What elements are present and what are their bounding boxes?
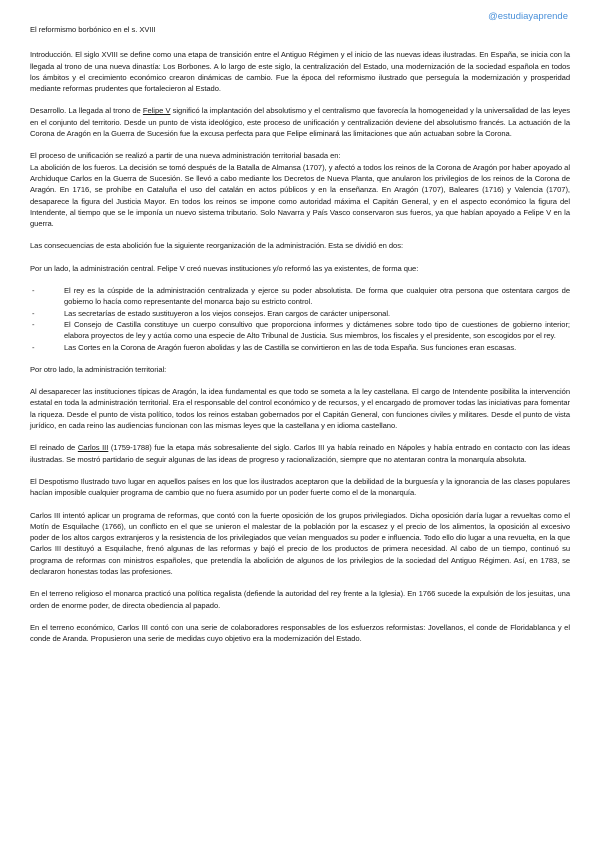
intro-paragraph: Introducción. El siglo XVIII se define como una etapa de transición entre el Antiguo Régimen y el inicio de las nuevas ideas ilustradas. En España, se inicia con la llegada al trono de una nueva dinastía: Los Borbones. A lo largo de este siglo, la centralización del Estado, una modernización de la sociedad española en todos los ámbitos y el crecimiento económico crearon dinámicas de cambio. Fue la época del reformismo ilustrado que perseguía la modernización y prosperidad mediante reformas prudentes que fortalecieron al Estado. [30,50,570,94]
list-item: - Las secretarías de estado sustituyeron a los viejos consejos. Eran cargos de carácter unipersonal. [30,308,570,319]
development-text-after: significó la implantación del absolutismo y el centralismo que favorecía la homogeneidad y la universalidad de las leyes en el conjunto del territorio. Desde un punto de vista ideológico, este proceso de unificación y centralización deviene del absolutismo francés. La actuación de la Corona de Aragón en la Guerra de Sucesión fue la excusa perfecta para que Felipe eliminará las limitaciones que aún actuaban sobre la Corona. [30,106,570,139]
carlos-iii-link[interactable]: Carlos III [77,443,109,453]
fueros-paragraph: La abolición de los fueros. La decisión se tomó después de la Batalla de Almansa (1707), y afectó a todos los reinos de la Corona de Aragón por haber apoyado al Archiduque Carlos en la Guerra de Sucesión. Se llevó a cabo mediante los Decretos de Nueva Planta, que anularon los privilegios de los reinos de la Corona de Aragón. En 1716, se prohíbe en Cataluña el uso del catalán en actos públicos y en la enseñanza. En Aragón (1707), Baleares (1716) y Valencia (1707), desaparece la figura del Justicia Mayor. En todos los reinos se impone como autoridad máxima el Capitán General, y en el aspecto económico la figura del Intendente, al tiempo que se le imponía un nuevo sistema tributario. Solo Navarra y País Vasco conservaron sus fueros, ya que habían apoyado a Felipe V en la guerra. [30,162,570,229]
development-paragraph [30,105,570,139]
central-admin-list [30,285,570,353]
carlos-text-before: El reinado de [30,443,78,453]
reformas-paragraph: Carlos III intentó aplicar un programa de reformas, que contó con la fuerte oposición de los grupos privilegiados. Dicha oposición daría lugar a revueltas como el Motín de Esquilache (1766), un conflicto en el que se unieron el malestar de la población por la escasez y el precio de los alimentos, la oposición al excesivo poder de los altos cargos extranjeros y la resistencia de los privilegiados que veían menguados su poder e influencia. Todo ello dio lugar a una revuelta, en la que Carlos III destituyó a Esquilache, frenó algunas de las reformas y bajó el precio de los productos de primera necesidad. Al cabo de un tiempo, continuó su programa de reformas con ministros españoles, que pretendía la abolición de algunos de los privilegios de la sociedad del Antiguo Régimen. Así, en 1783, se declararon honestas todas las profesiones. [30,510,570,576]
despotismo-paragraph: El Despotismo Ilustrado tuvo lugar en aquellos países en los que los ilustrados aceptaron que la debilidad de la burguesía y la ignorancia de las clases populares hacían imposible cualquier programa de cambio que no fuera asumido por un poder fuerte como el de la monarquía. [30,476,570,498]
felipe-v-link[interactable]: Felipe V [142,106,171,116]
carlos-iii-paragraph [30,442,570,465]
central-admin-intro: Por un lado, la administración central. Felipe V creó nuevas instituciones y/o reformó las ya existentes, de forma que: [30,263,419,273]
economico-paragraph: En el terreno económico, Carlos III contó con una serie de colaboradores responsables de los esfuerzos reformistas: Jovellanos, el conde de Floridablanca y el conde de Aranda. Propusieron una serie de medidas cuyo objetivo era la modernización del Estado. [30,622,570,644]
consequences-paragraph: Las consecuencias de esta abolición fue la siguiente reorganización de la administración. Esta se dividió en dos: [30,241,404,251]
author-handle: @estudiayaprende [488,11,568,22]
territorial-admin-intro: Por otro lado, la administración territorial: [30,364,167,374]
list-item: - El Consejo de Castilla constituye un cuerpo consultivo que proporciona informes y dictámenes sobre todo tipo de cuestiones de gobierno interior; elabora proyectos de ley y actúa como una especie de Alto Tribunal de Justicia. Sus miembros, los fiscales y el presidente, son escogidos por el rey. [30,319,570,342]
carlos-text-after: (1759-1788) fue la etapa más sobresaliente del siglo. Carlos III ya había reinado en Nápoles y había entrado en contacto con las ideas ilustradas. Se mostró partidario de seguir algunas de las ideas de progreso y racionalización, siempre que no atentaran contra la monarquía absoluta. [30,443,570,464]
territorial-paragraph: Al desaparecer las instituciones típicas de Aragón, la idea fundamental es que todo se someta a la ley castellana. El cargo de Intendente posibilita la intervención estatal en toda la administración territorial. Era el responsable del control económico y de recursos, y el encargado de promover todas las iniciativas para fomentar la riqueza. Desde el punto de vista político, todos los reinos estaban gobernados por el Capitán General, con funciones civiles y militares. Desde el punto de vista jurídico, en cada reino las audiencias funcionan con las mismas leyes que la castellana y en idioma castellano. [30,387,570,431]
religioso-paragraph: En el terreno religioso el monarca practicó una política regalista (defiende la autoridad del rey frente a la Iglesia). En 1766 sucede la expulsión de los jesuitas, una orden de enorme poder, de directa obediencia al papado. [30,589,570,610]
list-item: - El rey es la cúspide de la administración centralizada y ejerce su poder absolutista. De forma que cualquier otra persona que ostentara cargos de gobierno lo hacía como representante del monarca bajo su estricto control. [30,285,570,308]
document-title: El reformismo borbónico en el s. XVIII [30,25,156,34]
list-item: - Las Cortes en la Corona de Aragón fueron abolidas y las de Castilla se convirtieron en las de toda España. Sus funciones eran escasas. [30,342,570,353]
development-text-before: Desarrollo. La llegada al trono de [30,106,143,116]
document-body [30,24,570,644]
unification-intro: El proceso de unificación se realizó a partir de una nueva administración territorial basada en: [30,151,341,161]
